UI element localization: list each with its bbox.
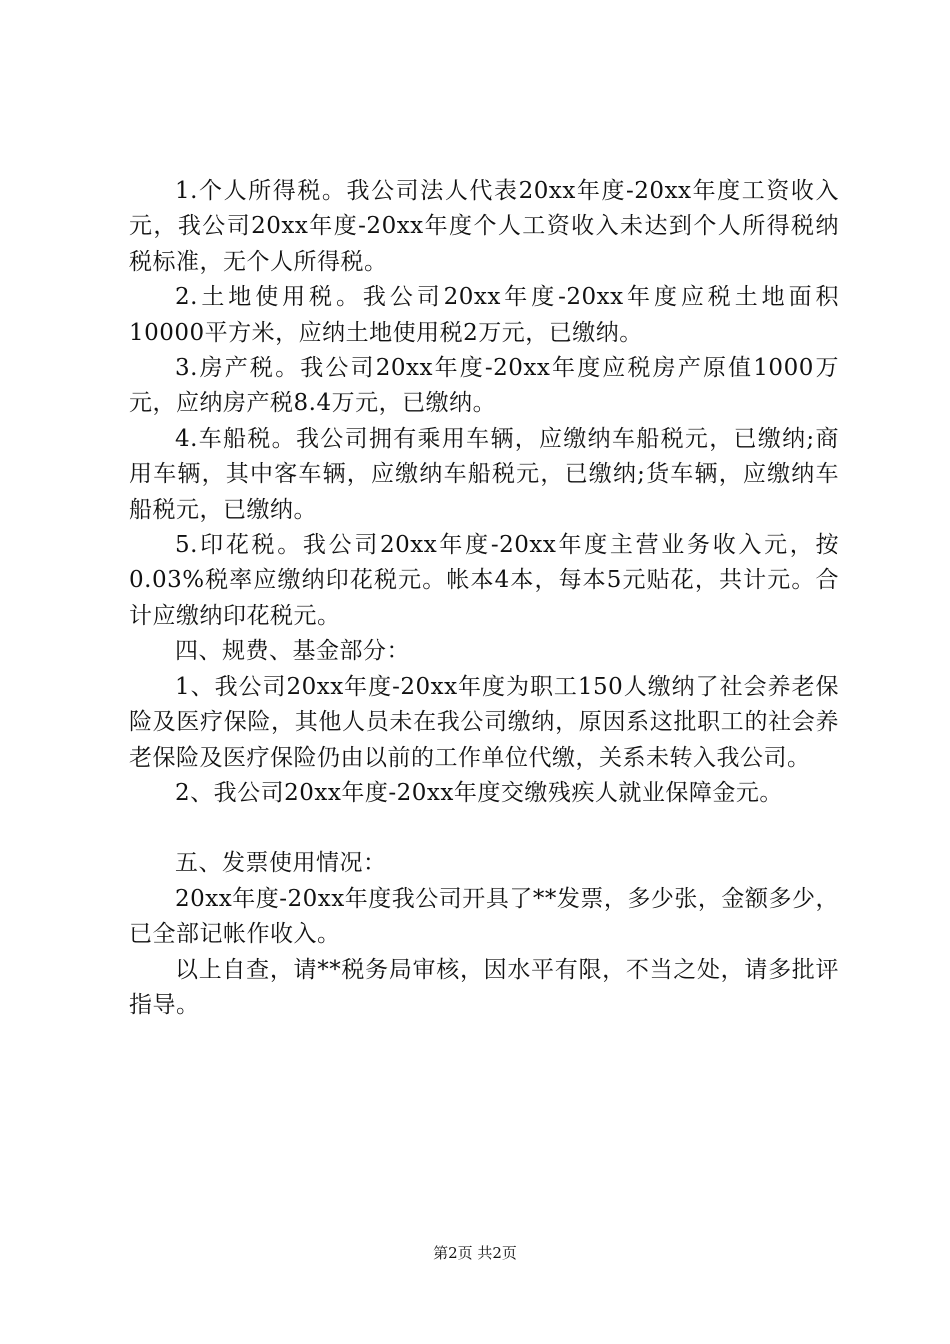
- paragraph-invoice-details: 20xx年度-20xx年度我公司开具了**发票，多少张，金额多少，已全部记帐作收入。: [129, 885, 839, 948]
- paragraph-social-insurance: 1、我公司20xx年度-20xx年度为职工150人缴纳了社会养老保险及医疗保险，其他人员未在我公司缴纳，原因系这批职工的社会养老保险及医疗保险仍由以前的工作单位代缴，关系未转入我公司。: [129, 673, 839, 771]
- paragraph-property-tax: 3.房产税。我公司20xx年度-20xx年度应税房产原值1000万元，应纳房产税8.4万元，已缴纳。: [129, 355, 839, 417]
- paragraph-closing-remarks: 以上自查，请**税务局审核，因水平有限，不当之处，请多批评指导。: [129, 956, 839, 1018]
- document-body: [129, 174, 839, 1023]
- paragraph-vehicle-vessel-tax: 4.车船税。我公司拥有乘用车辆，应缴纳车船税元，已缴纳;商用车辆，其中客车辆，应缴纳车船税元，已缴纳;货车辆，应缴纳车船税元，已缴纳。: [129, 425, 839, 523]
- paragraph-disability-fund: 2、我公司20xx年度-20xx年度交缴残疾人就业保障金元。: [175, 779, 783, 806]
- section-heading-invoice-usage: 五、发票使用情况：: [175, 850, 387, 877]
- paragraph-land-use-tax: 2.土地使用税。我公司20xx年度-20xx年度应税土地面积10000平方米，应纳土地使用税2万元，已缴纳。: [129, 284, 839, 346]
- paragraph-income-tax: 1.个人所得税。我公司法人代表20xx年度-20xx年度工资收入元，我公司20xx年度-20xx年度个人工资收入未达到个人所得税纳税标准，无个人所得税。: [129, 178, 839, 275]
- paragraph-spacer: [129, 811, 839, 846]
- paragraph-stamp-tax: 5.印花税。我公司20xx年度-20xx年度主营业务收入元，按0.03%税率应缴纳印花税元。帐本4本，每本5元贴花，共计元。合计应缴纳印花税元。: [129, 532, 839, 629]
- section-heading-fees-funds: 四、规费、基金部分：: [175, 638, 410, 665]
- page-number-footer: 第2页 共2页: [433, 1244, 517, 1262]
